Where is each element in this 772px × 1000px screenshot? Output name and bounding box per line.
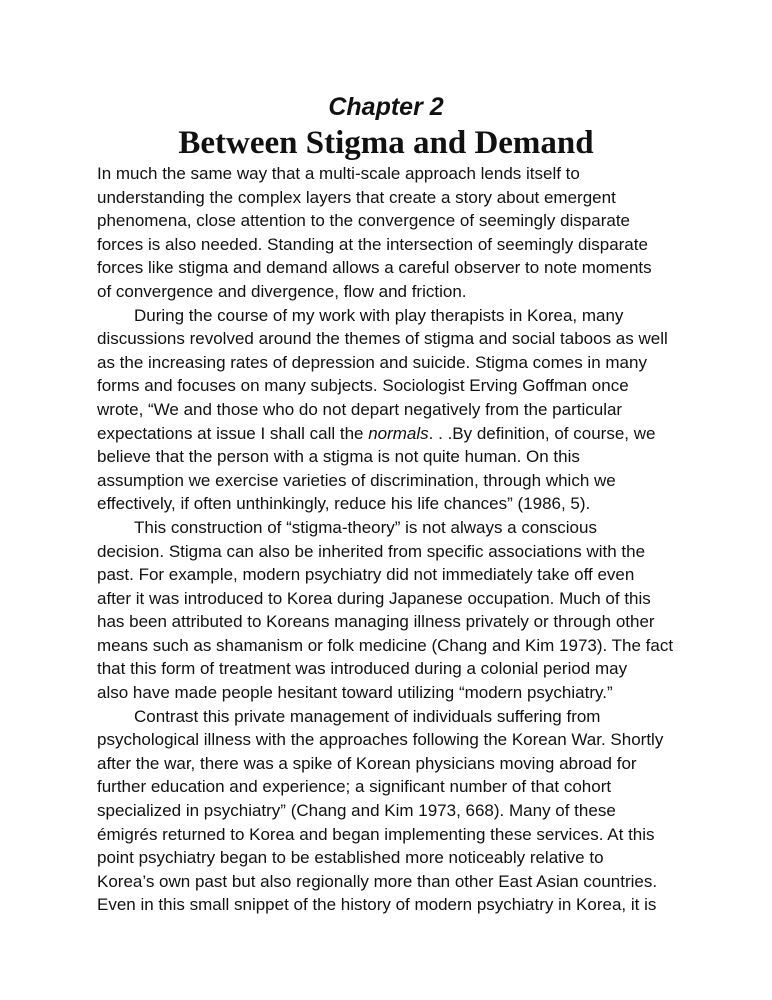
text-line: understanding the complex layers that create a story about emergent: [97, 187, 616, 207]
text-line: further education and experience; a significant number of that cohort: [97, 777, 612, 797]
text-line: During the course of my work with play therapists in Korea, many: [134, 305, 624, 325]
text-line: Contrast this private management of individuals suffering from: [134, 706, 601, 726]
text-line: past. For example, modern psychiatry did not immediately take off even: [97, 565, 635, 585]
text-line: Korea’s own past but also regionally more than other East Asian countries.: [97, 871, 658, 891]
text-line: émigrés returned to Korea and began implementing these services. At this: [97, 824, 655, 844]
text-line: that this form of treatment was introduced during a colonial period may: [97, 659, 628, 679]
text-line: after the war, there was a spike of Korean physicians moving abroad for: [97, 753, 637, 773]
text-segment: expectations at issue I shall call the: [97, 423, 369, 443]
text-line: after it was introduced to Korea during Japanese occupation. Much of this: [97, 588, 651, 608]
text-segment: . . .By definition, of course, we: [428, 423, 656, 443]
italic-term: normals: [368, 423, 429, 443]
text-line: Even in this small snippet of the history of modern psychiatry in Korea, it is: [97, 895, 657, 915]
body-text: [97, 162, 687, 917]
text-line: discussions revolved around the themes of stigma and social taboos as well: [97, 329, 668, 349]
text-line-with-italic: [97, 422, 687, 446]
text-line: also have made people hesitant toward utilizing “modern psychiatry.”: [97, 683, 613, 703]
chapter-title: Between Stigma and Demand: [178, 125, 594, 161]
text-line: as the increasing rates of depression and suicide. Stigma comes in many: [97, 352, 647, 372]
text-line: forces is also needed. Standing at the intersection of seemingly disparate: [97, 234, 648, 254]
paragraph: [97, 705, 687, 917]
text-line: In much the same way that a multi-scale approach lends itself to: [97, 164, 580, 183]
text-line: specialized in psychiatry” (Chang and Kim 1973, 668). Many of these: [97, 801, 616, 821]
text-line: point psychiatry began to be established more noticeably relative to: [97, 848, 604, 868]
text-line: forces like stigma and demand allows a careful observer to note moments: [97, 258, 652, 278]
text-line: means such as shamanism or folk medicine (Chang and Kim 1973). The fact: [97, 635, 674, 655]
text-line: decision. Stigma can also be inherited from specific associations with the: [97, 541, 646, 561]
text-line: forms and focuses on many subjects. Sociologist Erving Goffman once: [97, 376, 629, 396]
text-line: wrote, “We and those who do not depart negatively from the particular: [97, 399, 623, 419]
chapter-number: Chapter 2: [328, 93, 444, 121]
text-line: has been attributed to Koreans managing illness privately or through other: [97, 612, 655, 632]
text-line: psychological illness with the approaches following the Korean War. Shortly: [97, 730, 664, 750]
text-line: effectively, if often unthinkingly, reduce his life chances” (1986, 5).: [97, 494, 591, 514]
paragraph: [97, 162, 687, 304]
text-line: phenomena, close attention to the convergence of seemingly disparate: [97, 211, 631, 231]
text-line: This construction of “stigma-theory” is not always a conscious: [134, 517, 597, 537]
paragraph: [97, 304, 687, 516]
text-line: of convergence and divergence, flow and friction.: [97, 281, 467, 301]
text-line: believe that the person with a stigma is not quite human. On this: [97, 447, 580, 467]
text-line: assumption we exercise varieties of discrimination, through which we: [97, 470, 616, 490]
paragraph: [97, 516, 687, 705]
